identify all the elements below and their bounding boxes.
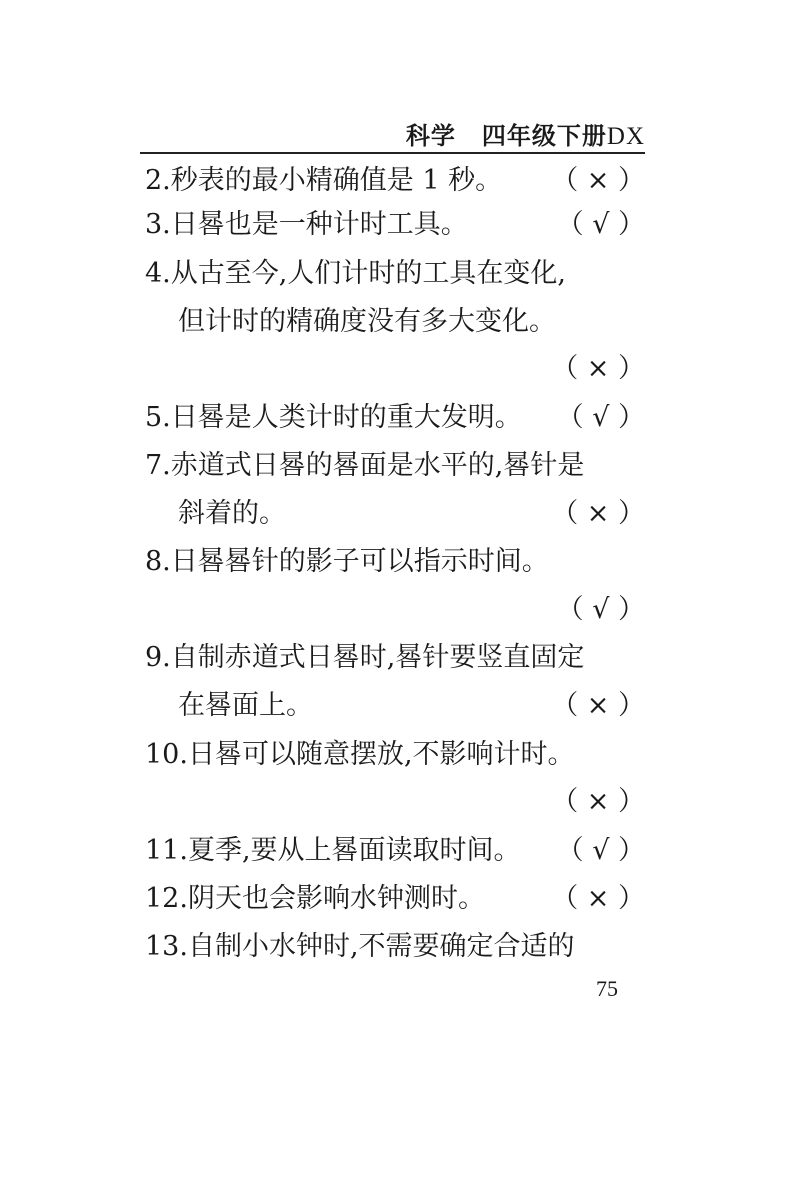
list-item [145,205,645,245]
answer-mark: （ × ） [551,353,645,384]
list-item [145,879,645,919]
answer-mark: （ √ ） [556,835,645,866]
item-text: 在晷面上。 [178,690,313,721]
item-text: 12.阴天也会影响水钟测时。 [145,883,485,914]
list-item [145,735,645,775]
item-text: 7.赤道式日晷的晷面是水平的,晷针是 [145,450,585,481]
item-text: 斜着的。 [178,498,286,529]
item-text: 5.日晷是人类计时的重大发明。 [145,402,522,433]
list-item [145,398,645,438]
list-item-continuation [178,494,645,534]
item-text: 但计时的精确度没有多大变化。 [178,306,556,337]
answer-mark: （ × ） [551,786,645,817]
list-item-continuation [178,686,645,726]
header-subject: 科学 [405,121,456,150]
item-text: 9.自制赤道式日晷时,晷针要竖直固定 [145,642,585,673]
item-text: 11.夏季,要从上晷面读取时间。 [145,835,521,866]
list-item [145,927,645,967]
list-item [145,161,645,201]
list-item [145,254,645,294]
page-number: 75 [596,976,618,1001]
item-text: 13.自制小水钟时,不需要确定合适的 [145,931,575,962]
item-text: 10.日晷可以随意摆放,不影响计时。 [145,739,575,770]
item-text: 8.日晷晷针的影子可以指示时间。 [145,546,549,577]
list-item [145,542,645,582]
answer-mark: （ × ） [551,165,645,196]
running-header [140,116,645,151]
list-item [145,831,645,871]
answer-mark: （ √ ） [556,594,645,625]
header-title: 四年级下册 [481,121,607,150]
item-text: 3.日晷也是一种计时工具。 [145,209,468,240]
item-text: 4.从古至今,人们计时的工具在变化, [145,258,566,289]
answer-mark: （ √ ） [556,402,645,433]
answer-mark: （ × ） [551,883,645,914]
answer-line [145,590,645,630]
list-item [145,446,645,486]
list-item-continuation [178,302,645,342]
header-rule [140,152,645,154]
list-item [145,638,645,678]
answer-line [145,782,645,822]
header-code: DX [606,123,645,150]
answer-mark: （ √ ） [556,209,645,240]
answer-line [145,349,645,389]
item-text: 2.秒表的最小精确值是 1 秒。 [145,165,503,196]
answer-mark: （ × ） [551,498,645,529]
answer-mark: （ × ） [551,690,645,721]
